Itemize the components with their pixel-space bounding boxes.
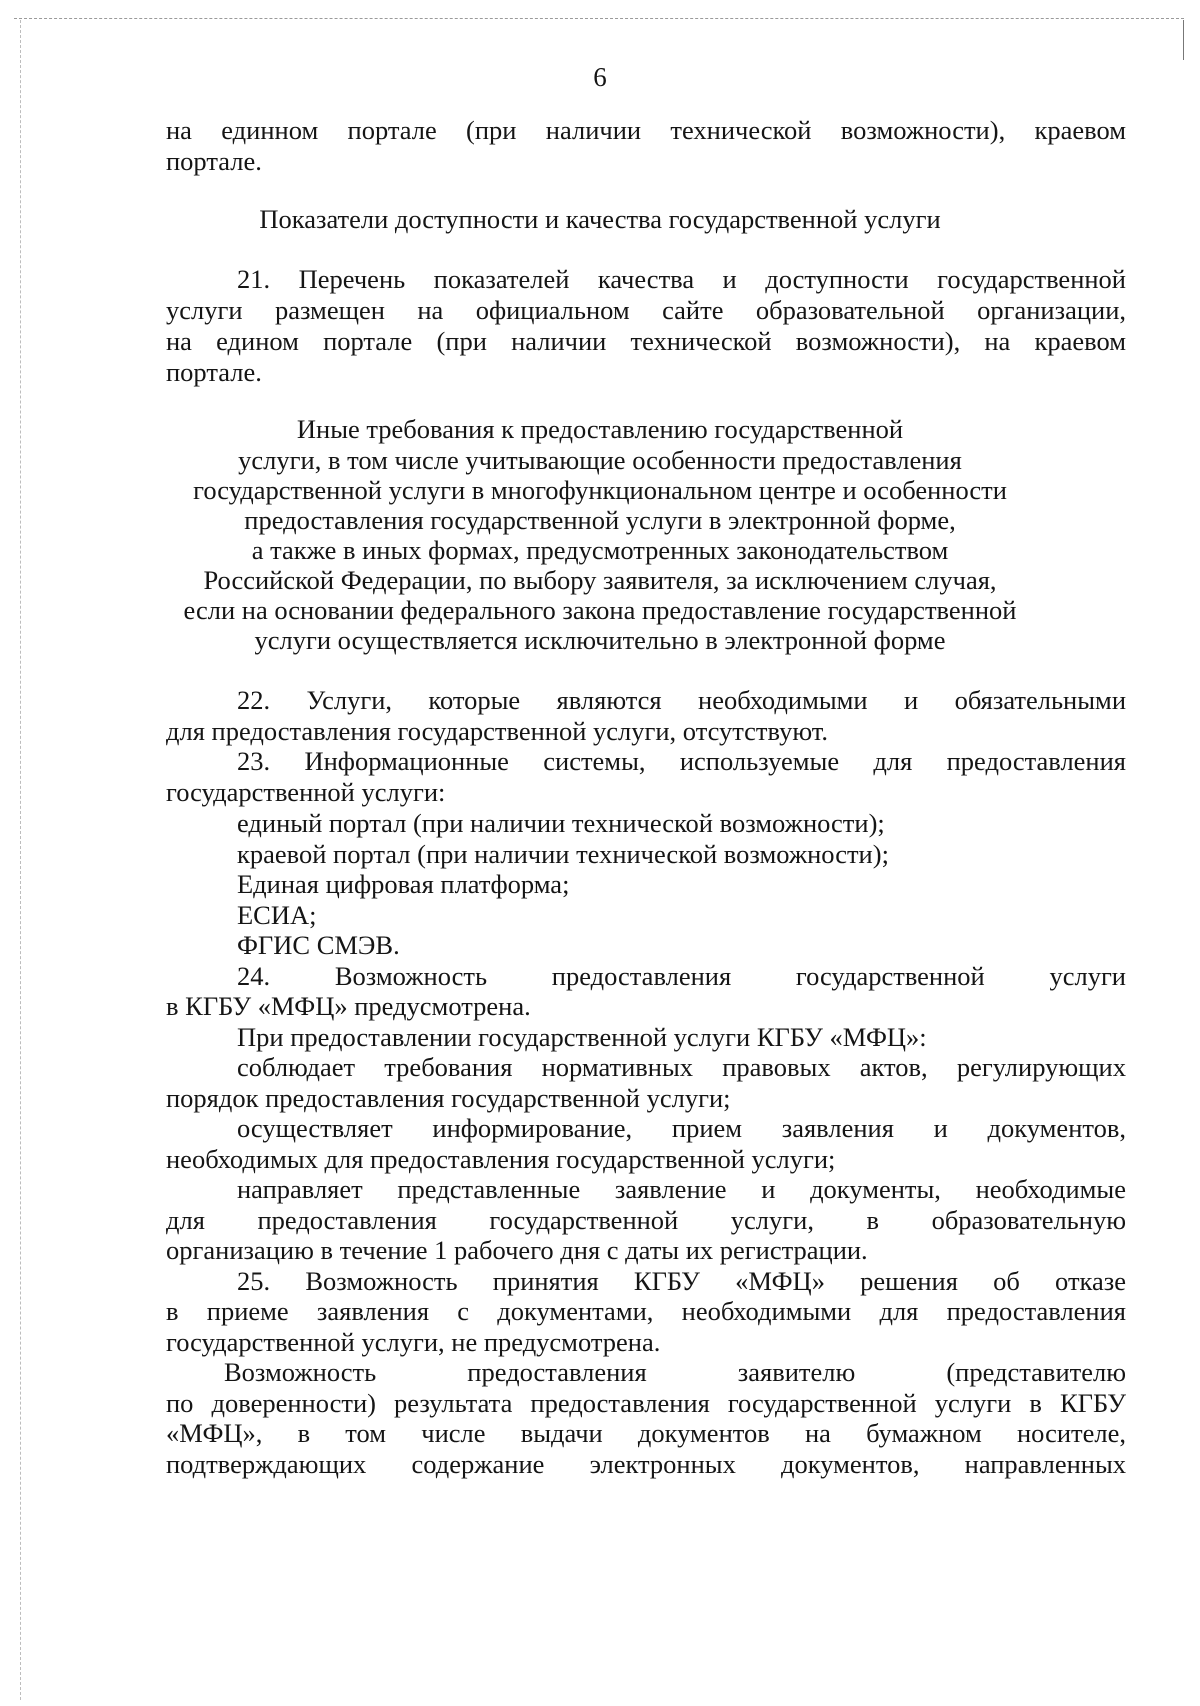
text-line: портале.	[166, 146, 262, 176]
text-line: для предоставления государственной услуги, отсутствуют.	[166, 716, 829, 746]
text-line: государственной услуги, не предусмотрена.	[166, 1327, 661, 1357]
text-line: на единном портале (при наличии технической возможности), краевом	[166, 115, 1126, 145]
text-line: осуществляет информирование, прием заявления и документов,	[237, 1113, 1126, 1143]
text-line: 21. Перечень показателей качества и доступности государственной	[237, 264, 1126, 294]
text-line: организацию в течение 1 рабочего дня с даты их регистрации.	[166, 1235, 868, 1265]
text-line: направляет представленные заявление и документы, необходимые	[237, 1174, 1126, 1204]
scan-border-top	[14, 18, 1184, 19]
section-heading: Показатели доступности и качества государственной услуги	[259, 204, 941, 234]
section-heading: если на основании федерального закона предоставление государственной	[183, 595, 1017, 625]
text-line: 22. Услуги, которые являются необходимыми и обязательными	[237, 685, 1126, 715]
section-heading: а также в иных формах, предусмотренных законодательством	[251, 535, 949, 565]
text-line: соблюдает требования нормативных правовых актов, регулирующих	[237, 1052, 1126, 1082]
page-number: 6	[593, 62, 607, 92]
text-line: 23. Информационные системы, используемые для предоставления	[237, 746, 1126, 776]
section-heading: услуги, в том числе учитывающие особенности предоставления	[238, 445, 962, 475]
text-line: по доверенности) результата предоставления государственной услуги в КГБУ	[166, 1388, 1126, 1418]
text-line: 25. Возможность принятия КГБУ «МФЦ» решения об отказе	[237, 1266, 1126, 1296]
text-line: единый портал (при наличии технической возможности);	[237, 808, 885, 838]
text-line: При предоставлении государственной услуги КГБУ «МФЦ»:	[237, 1022, 927, 1052]
scan-border-left	[20, 20, 21, 1700]
text-line: необходимых для предоставления государственной услуги;	[166, 1144, 836, 1174]
text-line: подтверждающих содержание электронных документов, направленных	[166, 1449, 1126, 1479]
text-line: краевой портал (при наличии технической возможности);	[237, 839, 889, 869]
text-line: «МФЦ», в том числе выдачи документов на бумажном носителе,	[166, 1418, 1126, 1448]
text-line: портале.	[166, 357, 262, 387]
section-heading: услуги осуществляется исключительно в электронной форме	[254, 625, 946, 655]
text-line: ЕСИА;	[237, 900, 317, 930]
text-line: государственной услуги:	[166, 777, 446, 807]
text-line: в приеме заявления с документами, необходимыми для предоставления	[166, 1296, 1126, 1326]
section-heading: Иные требования к предоставлению государственной	[296, 414, 904, 444]
text-line: в КГБУ «МФЦ» предусмотрена.	[166, 991, 531, 1021]
section-heading: Российской Федерации, по выбору заявителя, за исключением случая,	[203, 565, 997, 595]
text-line: Возможность предоставления заявителю (представителю	[224, 1357, 1126, 1387]
scan-border-right	[1183, 20, 1184, 60]
text-line: на едином портале (при наличии технической возможности), на краевом	[166, 326, 1126, 356]
section-heading: государственной услуги в многофункциональном центре и особенности	[193, 475, 1007, 505]
text-line: ФГИС СМЭВ.	[237, 930, 400, 960]
text-line: для предоставления государственной услуги, в образовательную	[166, 1205, 1126, 1235]
text-line: услуги размещен на официальном сайте образовательной организации,	[166, 295, 1126, 325]
text-line: 24. Возможность предоставления государственной услуги	[237, 961, 1126, 991]
text-line: Единая цифровая платформа;	[237, 869, 570, 899]
text-line: порядок предоставления государственной услуги;	[166, 1083, 731, 1113]
section-heading: предоставления государственной услуги в электронной форме,	[244, 505, 956, 535]
